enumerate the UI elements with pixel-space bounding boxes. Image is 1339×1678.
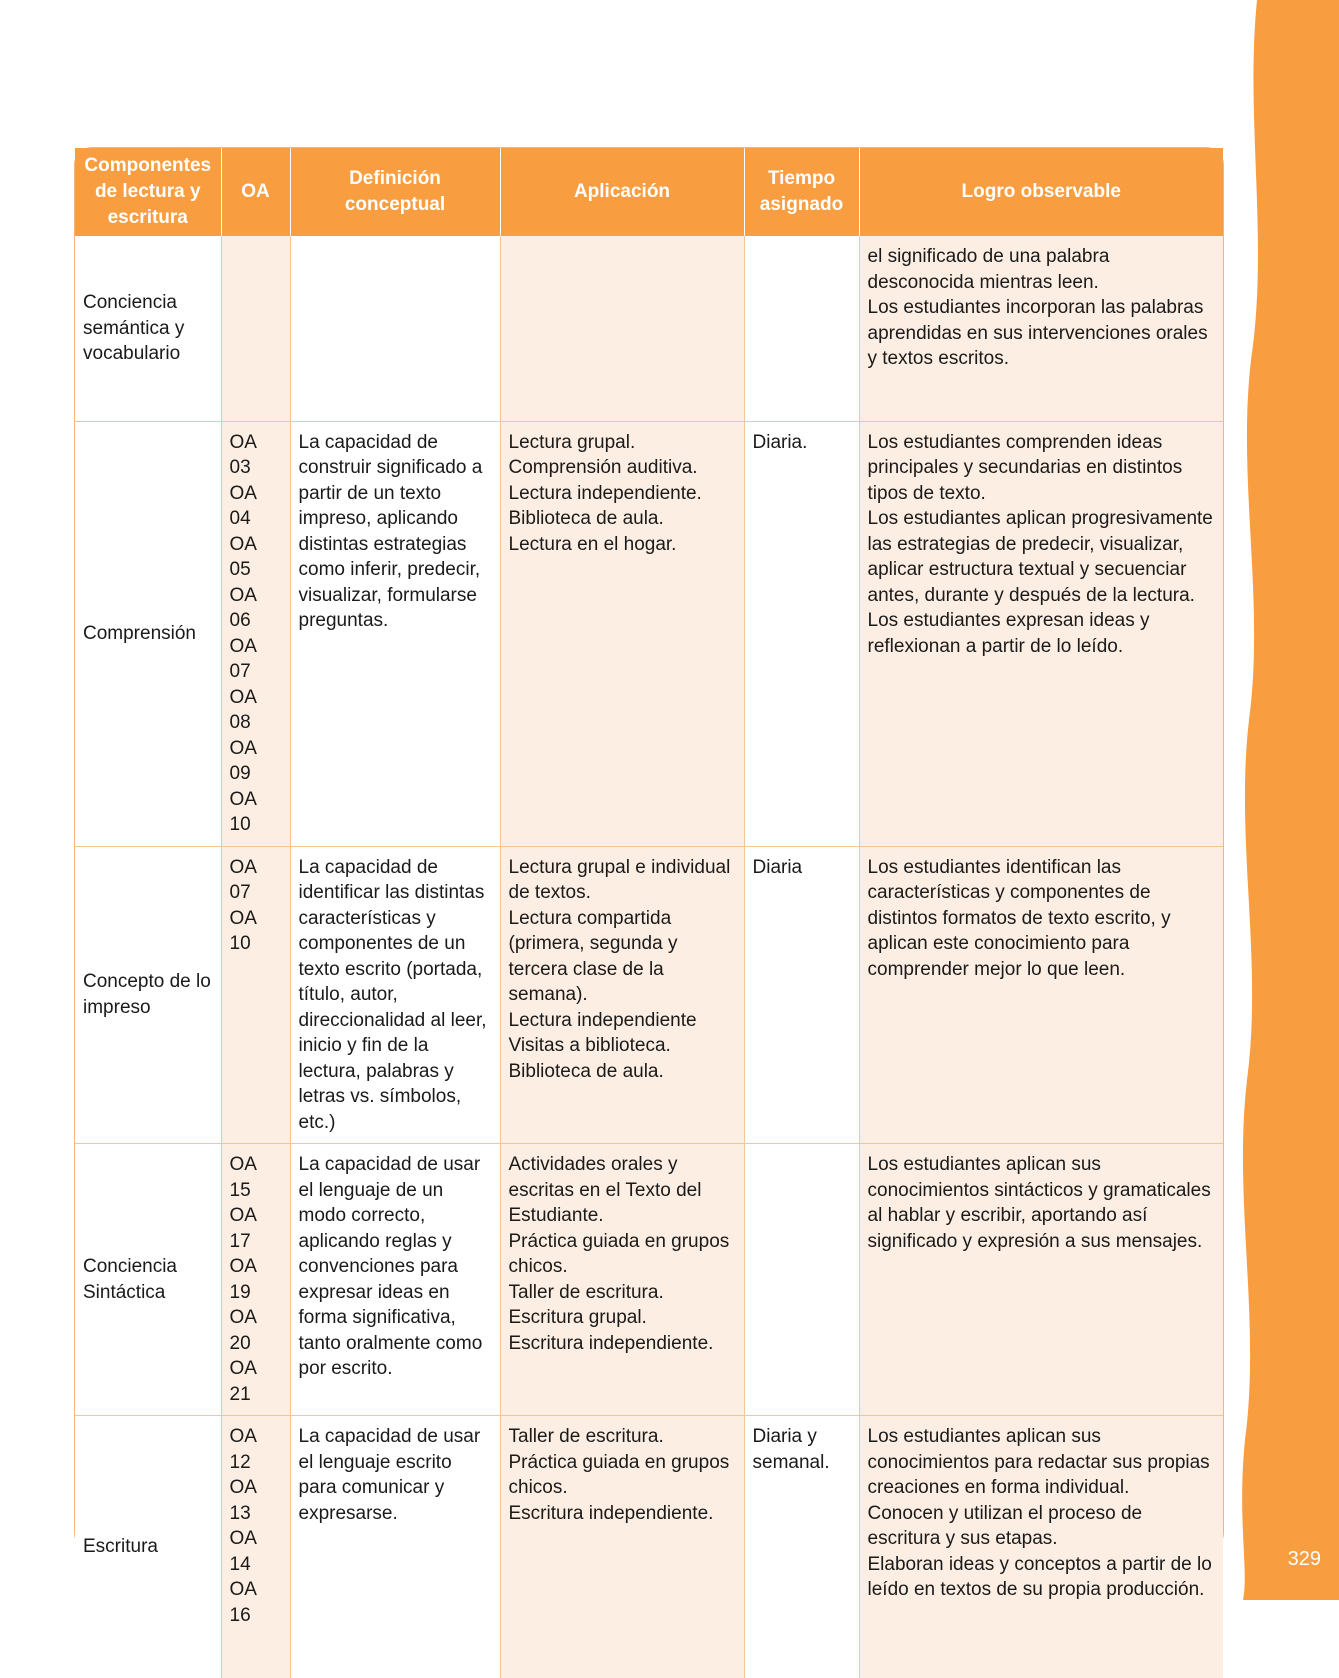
- oa-code: OA 07: [229, 856, 256, 903]
- component-cell: Conciencia semántica y vocabulario: [75, 236, 221, 421]
- component-cell: Concepto de lo impreso: [75, 846, 221, 1144]
- header-tiempo: Tiempo asignado: [744, 148, 859, 236]
- page-number: 329: [1287, 1548, 1321, 1570]
- table-body: [75, 236, 1223, 1678]
- application-item: Práctica guiada en grupos chicos.: [508, 1230, 730, 1277]
- application-cell: [500, 1416, 744, 1678]
- application-item: Lectura compartida (primera, segunda y tercera clase de la semana).: [508, 907, 678, 1005]
- table-row: [75, 421, 1223, 846]
- header-definicion: Definición conceptual: [290, 148, 500, 236]
- definition-cell: La capacidad de identificar las distintas características y componentes de un texto escrito (portada, título, autor, direccionalidad al leer, inicio y fin de la lectura, palabras y letras vs. símbolos, etc.): [290, 846, 500, 1144]
- definition-cell: La capacidad de usar el lenguaje escrito para comunicar y expresarse.: [290, 1416, 500, 1678]
- application-item: Actividades orales y escritas en el Texto del Estudiante.: [508, 1154, 702, 1226]
- oa-code: OA 06: [229, 584, 256, 631]
- application-item: Biblioteca de aula.: [508, 508, 664, 529]
- orange-side-band: [1239, 0, 1339, 1600]
- logro-item: Los estudiantes expresan ideas y reflexionan a partir de lo leído.: [867, 610, 1150, 657]
- oa-code: OA 15: [229, 1154, 256, 1201]
- definition-cell: [290, 236, 500, 421]
- oa-code: OA 05: [229, 533, 256, 580]
- time-cell: Diaria y semanal.: [744, 1416, 859, 1678]
- oa-cell: [221, 1144, 290, 1416]
- application-cell: [500, 846, 744, 1144]
- table-row: [75, 1144, 1223, 1416]
- logro-item: Los estudiantes aplican progresivamente las estrategias de predecir, visualizar, aplicar estructura textual y secuenciar antes, durante y después de la lectura.: [867, 508, 1213, 606]
- header-row: [75, 148, 1223, 236]
- oa-cell: [221, 236, 290, 421]
- oa-cell: [221, 421, 290, 846]
- application-item: Lectura independiente: [508, 1009, 697, 1031]
- logro-item: Elaboran ideas y conceptos a partir de lo leído en textos de su propia producción.: [867, 1553, 1212, 1600]
- logro-cell: [859, 1416, 1223, 1678]
- oa-code: OA 09: [229, 737, 256, 784]
- application-item: Visitas a biblioteca.: [508, 1035, 671, 1056]
- header-componentes: Componentes de lectura y escritura: [75, 148, 221, 236]
- table-row: [75, 846, 1223, 1144]
- header-oa: OA: [221, 148, 290, 236]
- application-item: Escritura grupal.: [508, 1307, 647, 1328]
- logro-cell: [859, 846, 1223, 1144]
- application-item: Comprensión auditiva.: [508, 457, 698, 478]
- application-item: Escritura independiente.: [508, 1502, 714, 1524]
- oa-code: OA 16: [229, 1579, 256, 1626]
- application-item: Taller de escritura.: [508, 1426, 664, 1447]
- oa-code: OA 03: [229, 431, 256, 478]
- application-item: Lectura grupal.: [508, 431, 636, 453]
- time-cell: Diaria.: [744, 421, 859, 846]
- component-cell: Comprensión: [75, 421, 221, 846]
- oa-code: OA 20: [229, 1307, 256, 1354]
- application-item: Lectura independiente.: [508, 482, 702, 504]
- logro-cell: [859, 1144, 1223, 1416]
- table-row: [75, 1416, 1223, 1678]
- application-item: Escritura independiente.: [508, 1332, 714, 1354]
- logro-item: Los estudiantes comprenden ideas principales y secundarias en distintos tipos de texto.: [867, 431, 1183, 504]
- oa-code: OA 10: [229, 907, 256, 954]
- oa-code: OA 21: [229, 1358, 256, 1405]
- logro-item: Los estudiantes identifican las características y componentes de distintos formatos de texto escrito, y aplican este conocimiento para comprender mejor lo que leen.: [867, 856, 1171, 980]
- logro-cell: [859, 421, 1223, 846]
- logro-item: Conocen y utilizan el proceso de escritura y sus etapas.: [867, 1502, 1143, 1549]
- application-item: Lectura en el hogar.: [508, 533, 677, 555]
- application-item: Práctica guiada en grupos chicos.: [508, 1451, 730, 1498]
- application-cell: [500, 421, 744, 846]
- application-item: Lectura grupal e individual de textos.: [508, 856, 731, 903]
- curriculum-table-container: [74, 147, 1224, 1626]
- header-aplicacion: Aplicación: [500, 148, 744, 236]
- component-cell: Escritura: [75, 1416, 221, 1678]
- time-cell: Diaria: [744, 846, 859, 1144]
- application-cell: [500, 1144, 744, 1416]
- application-item: Taller de escritura.: [508, 1281, 664, 1303]
- definition-cell: La capacidad de usar el lenguaje de un modo correcto, aplicando reglas y convenciones para expresar ideas en forma significativa, tanto oralmente como por escrito.: [290, 1144, 500, 1416]
- logro-cell: [859, 236, 1223, 421]
- oa-code: OA 13: [229, 1477, 256, 1524]
- oa-code: OA 14: [229, 1528, 256, 1575]
- application-cell: [500, 236, 744, 421]
- oa-cell: [221, 1416, 290, 1678]
- curriculum-table: [75, 148, 1223, 1678]
- oa-code: OA 04: [229, 482, 256, 529]
- logro-item: el significado de una palabra desconocida mientras leen.: [867, 246, 1110, 293]
- oa-code: OA 07: [229, 635, 256, 682]
- application-item: Biblioteca de aula.: [508, 1060, 664, 1082]
- oa-code: OA 17: [229, 1205, 256, 1252]
- oa-code: OA 12: [229, 1426, 256, 1473]
- time-cell: [744, 236, 859, 421]
- logro-item: Los estudiantes aplican sus conocimientos para redactar sus propias creaciones en forma individual.: [867, 1426, 1210, 1498]
- logro-item: Los estudiantes incorporan las palabras aprendidas en sus intervenciones orales y textos escritos.: [867, 297, 1208, 369]
- oa-cell: [221, 846, 290, 1144]
- component-cell: Conciencia Sintáctica: [75, 1144, 221, 1416]
- time-cell: [744, 1144, 859, 1416]
- definition-cell: La capacidad de construir significado a partir de un texto impreso, aplicando distintas estrategias como inferir, predecir, visualizar, formularse preguntas.: [290, 421, 500, 846]
- logro-item: Los estudiantes aplican sus conocimientos sintácticos y gramaticales al hablar y escribir, aportando así significado y expresión a sus mensajes.: [867, 1154, 1211, 1252]
- oa-code: OA 08: [229, 686, 256, 733]
- oa-code: OA 19: [229, 1256, 256, 1303]
- header-logro: Logro observable: [859, 148, 1223, 236]
- table-row: [75, 236, 1223, 421]
- oa-code: OA 10: [229, 788, 256, 835]
